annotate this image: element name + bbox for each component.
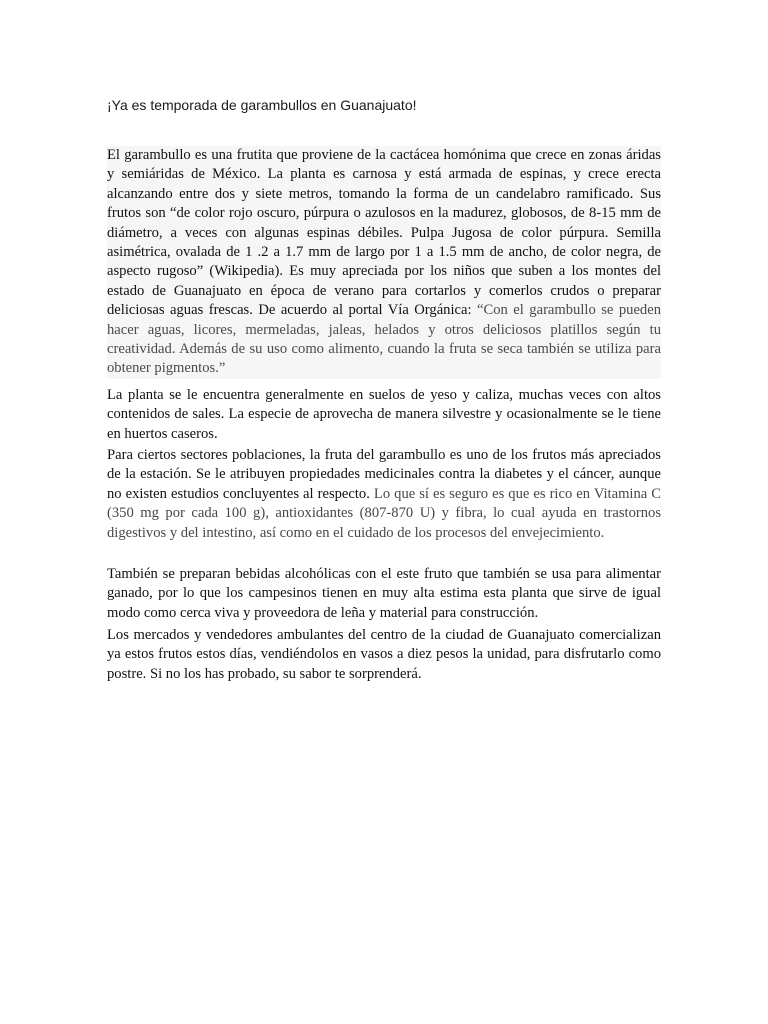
paragraph-1-quote: “Con el garambullo se pueden hacer aguas, licores, mermeladas, jaleas, helados y otros deliciosos platillos según tu creatividad. Además de su uso como alimento, cuando la fruta se seca también se utiliza para obtener pigmentos.” xyxy=(107,302,661,377)
document-title: ¡Ya es temporada de garambullos en Guanajuato! xyxy=(107,97,417,113)
paragraph-3-nutrition: Lo que sí es seguro es que es rico en Vitamina C (350 mg por cada 100 g), antioxidantes (807-870 U) y fibra, lo cual ayuda en trastornos digestivos y del intestino, así como en el cuidado de los procesos del envejecimiento. xyxy=(107,485,662,541)
paragraph-1-text: El garambullo es una frutita que proviene de la cactácea homónima que crece en zonas áridas y semiáridas de México. La planta es carnosa y está armada de espinas, y crece erecta alcanzando entre dos y siete metros, tomando la forma de un candelabro ramificado. Sus frutos son “de color rojo oscuro, púrpura o azulosos en la madurez, globosos, de 8-15 mm de diámetro, a veces con algunas espinas débiles. Pulpa Jugosa de color púrpura. Semilla asimétrica, ovalada de 1 .2 a 1.7 mm de largo por 1 a 1.5 mm de ancho, de color negra, de aspecto rugoso” (Wikipedia). Es muy apreciada por los niños que suben a los montes del estado de Guanajuato en época de verano para cortarlos y comerlos crudos o preparar deliciosas aguas frescas. De acuerdo al portal Vía Orgánica: xyxy=(107,147,661,319)
paragraph-garambullo-description xyxy=(107,146,661,379)
paragraph-3-text: Para ciertos sectores poblaciones, la fruta del garambullo es uno de los frutos más apreciados de la estación. Se le atribuyen propiedades medicinales contra la diabetes y el cáncer, aunque no existen estudios concluyentes al respecto. xyxy=(107,447,661,502)
paragraph-other-uses: También se preparan bebidas alcohólicas con el este fruto que también se usa para alimentar ganado, por lo que los campesinos tienen en muy alta estima esta planta que sirve de igual modo como cerca viva y proveedora de leña y material para construcción. xyxy=(107,566,661,621)
paragraph-medicinal-properties xyxy=(107,446,661,543)
paragraph-habitat: La planta se le encuentra generalmente en suelos de yeso y caliza, muchas veces con altos contenidos de sales. La especie de aprovecha de manera silvestre y ocasionalmente se le tiene en huertos caseros. xyxy=(107,387,661,442)
paragraph-markets: Los mercados y vendedores ambulantes del centro de la ciudad de Guanajuato comercializan ya estos frutos estos días, vendiéndolos en vasos a diez pesos la unidad, para disfrutarlo como postre. Si no los has probado, su sabor te sorprenderá. xyxy=(107,627,661,682)
